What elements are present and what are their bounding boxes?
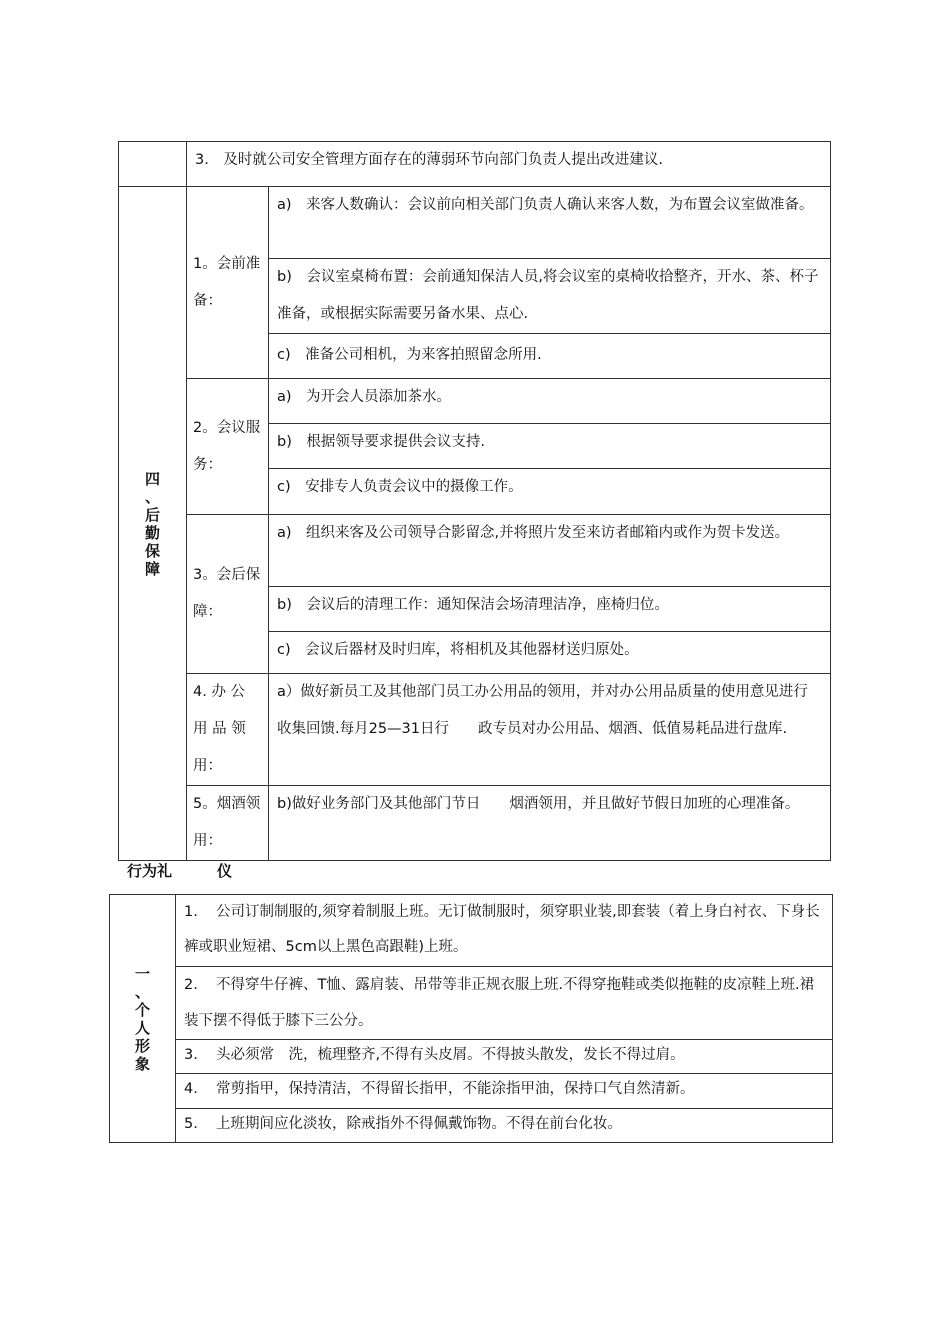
group-label-cell <box>187 515 269 674</box>
table-row <box>176 1074 833 1109</box>
list-item: 公司订制制服的,须穿着制服上班。无订做制服时，须穿职业装,即套装（着上身白衬衣、下身长裤或职业短裙、5cm以上黑色高跟鞋)上班。 <box>184 904 820 955</box>
group-label-cell <box>187 786 269 861</box>
table-row <box>269 334 831 379</box>
section-heading: 行为礼 仪 <box>127 862 233 880</box>
list-item: 3. 及时就公司安全管理方面存在的薄弱环节向部门负责人提出改进建议. <box>195 152 663 168</box>
table-row <box>176 1109 833 1143</box>
group-label-cell <box>187 674 269 786</box>
table-row <box>269 187 831 259</box>
list-item: a) 来客人数确认：会议前向相关部门负责人确认来客人数，为布置会议室做准备。 <box>277 197 814 213</box>
list-item: a) 组织来客及公司领导合影留念,并将照片发至来访者邮箱内或作为贺卡发送。 <box>277 525 790 541</box>
item-number: 2. <box>184 977 198 993</box>
table-row <box>269 469 831 515</box>
personal-image-table <box>109 894 833 1143</box>
item-number: 5. <box>184 1116 198 1132</box>
list-item: c) 安排专人负责会议中的摄像工作。 <box>277 479 523 495</box>
list-item: b) 会议后的清理工作：通知保洁会场清理洁净，座椅归位。 <box>277 597 669 613</box>
group-label-cell <box>187 187 269 379</box>
section-label-logistics: 四 、 后 勤 保 障 <box>119 187 187 861</box>
list-item: 常剪指甲，保持清洁，不得留长指甲，不能涂指甲油，保持口气自然清新。 <box>216 1081 695 1097</box>
group-label: 4. 办 公 用 品 领 用： <box>193 684 246 774</box>
list-item: a) 为开会人员添加茶水。 <box>277 389 452 405</box>
group-label: 3。会后保障： <box>193 567 261 620</box>
empty-section-cell <box>119 142 187 187</box>
table-row <box>176 1040 833 1074</box>
list-item: c) 准备公司相机，为来客拍照留念所用. <box>277 347 542 363</box>
section-label-personal-image: 一 、 个 人 形 象 <box>110 895 176 1143</box>
table-row <box>176 967 833 1040</box>
list-item: c) 会议后器材及时归库，将相机及其他器材送归原处。 <box>277 642 639 658</box>
item-number: 3. <box>184 1047 198 1063</box>
table-row <box>269 587 831 632</box>
list-item: b) 会议室桌椅布置：会前通知保洁人员,将会议室的桌椅收拾整齐，开水、茶、杯子准备，或根据实际需要另备水果、点心. <box>277 269 819 322</box>
group-label: 2。会议服务： <box>193 419 261 473</box>
list-item: 不得穿牛仔裤、T恤、露肩装、吊带等非正规衣服上班.不得穿拖鞋或类似拖鞋的皮凉鞋上班.裙装下摆不得低于膝下三公分。 <box>184 977 815 1029</box>
group-label: 1。会前准备： <box>193 255 261 309</box>
table-row <box>269 424 831 469</box>
list-item: b) 根据领导要求提供会议支持. <box>277 434 485 450</box>
table-row <box>269 674 831 786</box>
group-label: 5。烟酒领用： <box>193 796 261 849</box>
list-item: b)做好业务部门及其他部门节日 烟酒领用，并且做好节假日加班的心理准备。 <box>277 796 800 812</box>
list-item: 上班期间应化淡妆，除戒指外不得佩戴饰物。不得在前台化妆。 <box>216 1116 622 1132</box>
table-row <box>269 515 831 587</box>
item-number: 4. <box>184 1081 198 1097</box>
item-number: 1. <box>184 904 198 920</box>
table-row <box>269 632 831 674</box>
table-row <box>269 379 831 424</box>
table-row <box>269 786 831 861</box>
list-item: a）做好新员工及其他部门员工办公用品的领用，并对办公用品质量的使用意见进行收集回馈.每月25—31日行 政专员对办公用品、烟酒、低值易耗品进行盘库. <box>277 684 808 737</box>
list-item: 头必须常 洗，梳理整齐,不得有头皮屑。不得披头散发，发长不得过肩。 <box>216 1047 685 1063</box>
table-row <box>176 895 833 967</box>
table-row <box>269 259 831 334</box>
logistics-table <box>118 141 831 861</box>
table-row <box>187 142 831 187</box>
group-label-cell <box>187 379 269 515</box>
